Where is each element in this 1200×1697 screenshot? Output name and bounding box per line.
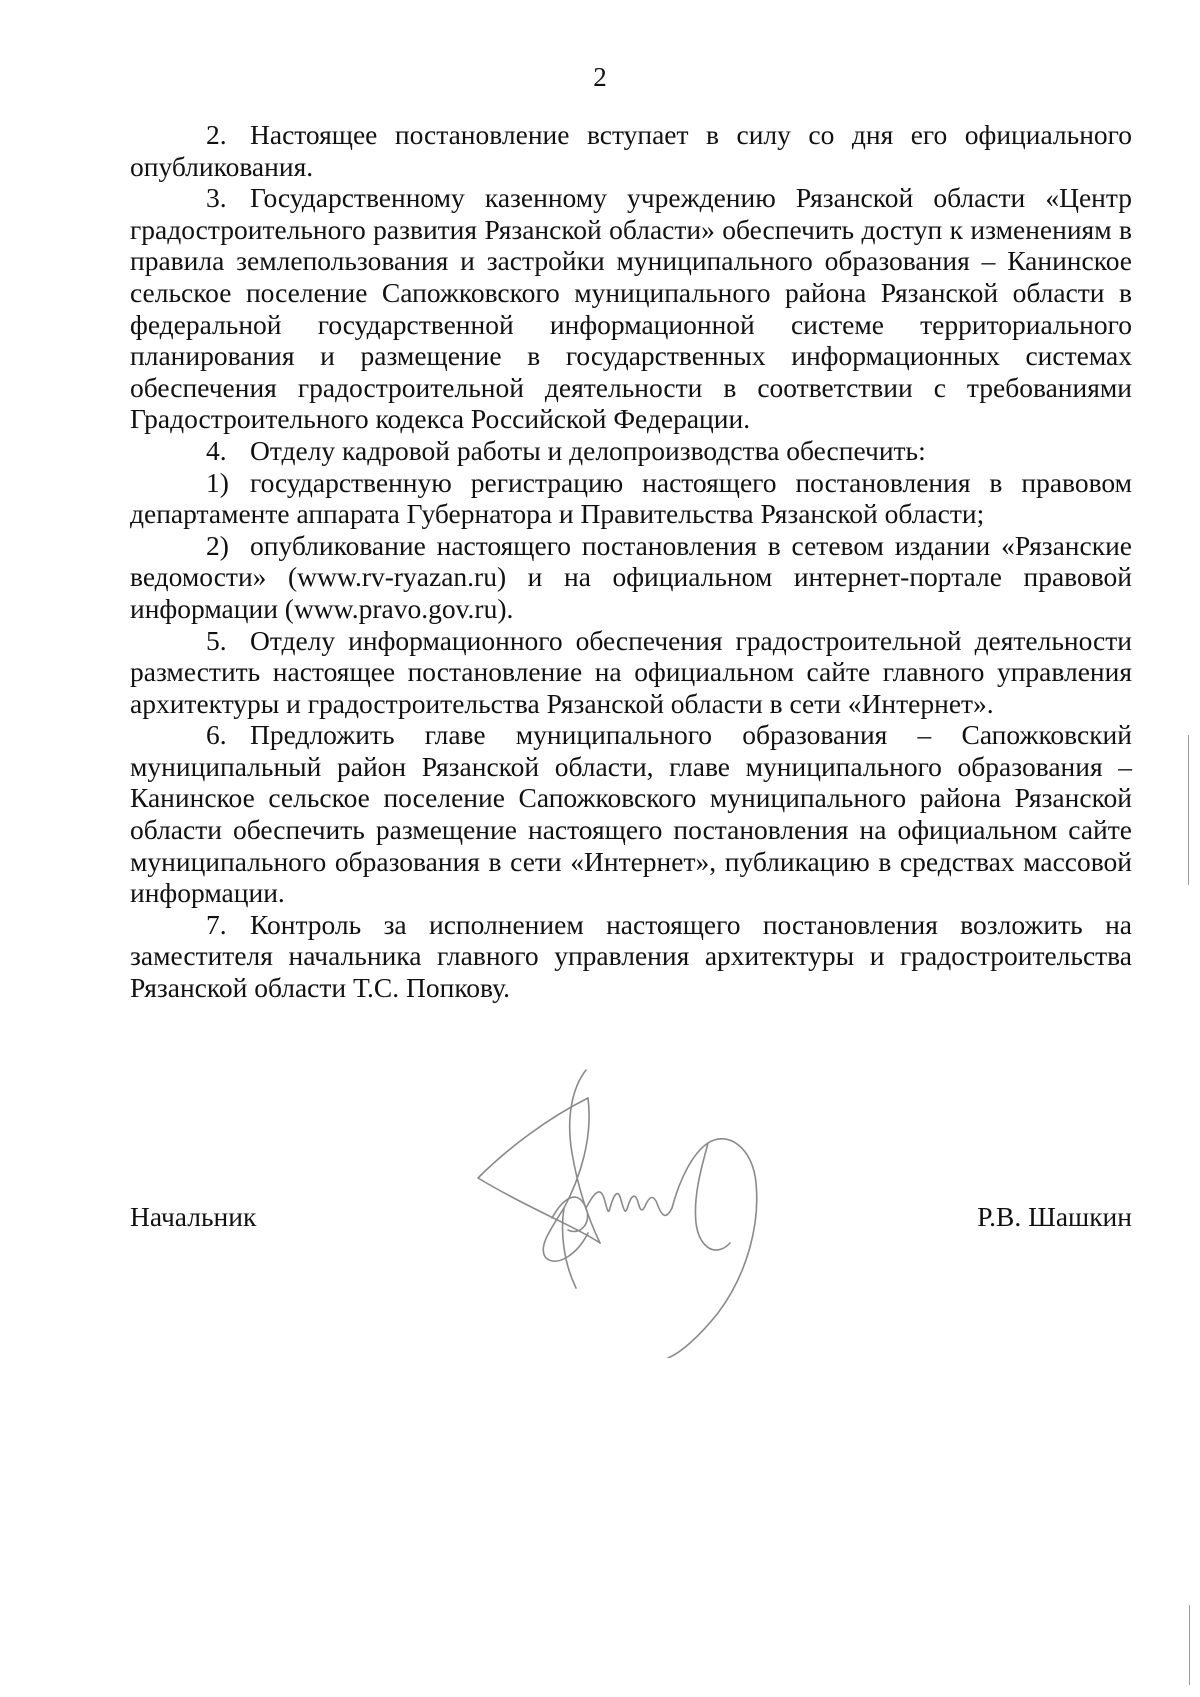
signature-stroke <box>586 1192 672 1215</box>
signature-stroke <box>543 1098 589 1261</box>
subparagraph-4-2 <box>130 530 1132 625</box>
paragraph-text: Государственному казенному учреждению Рязанской области «Центр градостроительного развития Рязанской области» обеспечить доступ к изменениям в правила землепользования и застройки муниципального образования – Канинское сельское поселение Сапожковского муниципального района Рязанской области в федеральной государственной информационной системе территориального планирования и размещение в государственных информационных системах обеспечения градостроительной деятельности в соответствии с требованиями Градостроительного кодекса Российской Федерации. <box>130 182 1132 435</box>
paragraph-number: 4. <box>206 434 227 466</box>
paragraph-text: Предложить главе муниципального образования – Сапожковский муниципальный район Рязанской области, главе муниципального образования – Канинское сельское поселение Сапожковского муниципального района Рязанской области обеспечить размещение настоящего постановления на официальном сайте муниципального образования в сети «Интернет», публикацию в средствах массовой информации. <box>130 719 1132 909</box>
paragraph-number: 7. <box>206 908 227 940</box>
paragraph-text: государственную регистрацию настоящего постановления в правовом департаменте аппарата Губернатора и Правительства Рязанской области; <box>130 466 1132 530</box>
paragraph-number: 3. <box>206 182 227 214</box>
subparagraph-4-1 <box>130 467 1132 530</box>
paragraph-text: Контроль за исполнением настоящего постановления возложить на заместителя начальника главного управления архитектуры и градостроительства Рязанской области Т.С. Попкову. <box>130 908 1132 1004</box>
signature-stroke <box>563 1208 577 1288</box>
signature-stroke <box>695 1143 730 1250</box>
paragraph-number: 2. <box>206 119 227 150</box>
paragraph-text: опубликование настоящего постановления в сетевом издании «Рязанские ведомости» (www.rv-ryazan.ru) и на официальном интернет-портале правовой информации (www.pravo.gov.ru). <box>130 529 1132 624</box>
scan-edge-mark <box>1189 1605 1190 1685</box>
paragraph-7 <box>130 909 1132 1004</box>
paragraph-text: Настоящее постановление вступает в силу со дня его официального опубликования. <box>130 119 1132 182</box>
signatory-name: Р.В. Шашкин <box>977 1201 1132 1232</box>
paragraph-text: Отделу кадровой работы и делопроизводства обеспечить: <box>250 434 926 466</box>
paragraph-5 <box>130 625 1132 720</box>
signature-stroke <box>668 1139 757 1358</box>
paragraph-number: 6. <box>206 719 227 751</box>
paragraph-6 <box>130 719 1132 909</box>
document-body <box>130 119 1132 1004</box>
paragraph-number: 1) <box>206 466 229 498</box>
page-number: 2 <box>593 62 607 92</box>
paragraph-number: 2) <box>206 529 229 561</box>
handwritten-signature <box>468 1058 788 1358</box>
paragraph-2 <box>130 119 1132 182</box>
signature-stroke <box>570 1070 600 1243</box>
paragraph-4 <box>130 435 1132 467</box>
signature-stroke <box>478 1098 600 1243</box>
scan-edge-mark <box>1188 735 1189 885</box>
paragraph-3 <box>130 182 1132 435</box>
signatory-title: Начальник <box>130 1201 257 1232</box>
paragraph-text: Отделу информационного обеспечения градостроительной деятельности разместить настоящее постановление на официальном сайте главного управления архитектуры и градостроительства Рязанской области в сети «Интернет». <box>130 624 1132 719</box>
paragraph-number: 5. <box>206 624 227 656</box>
